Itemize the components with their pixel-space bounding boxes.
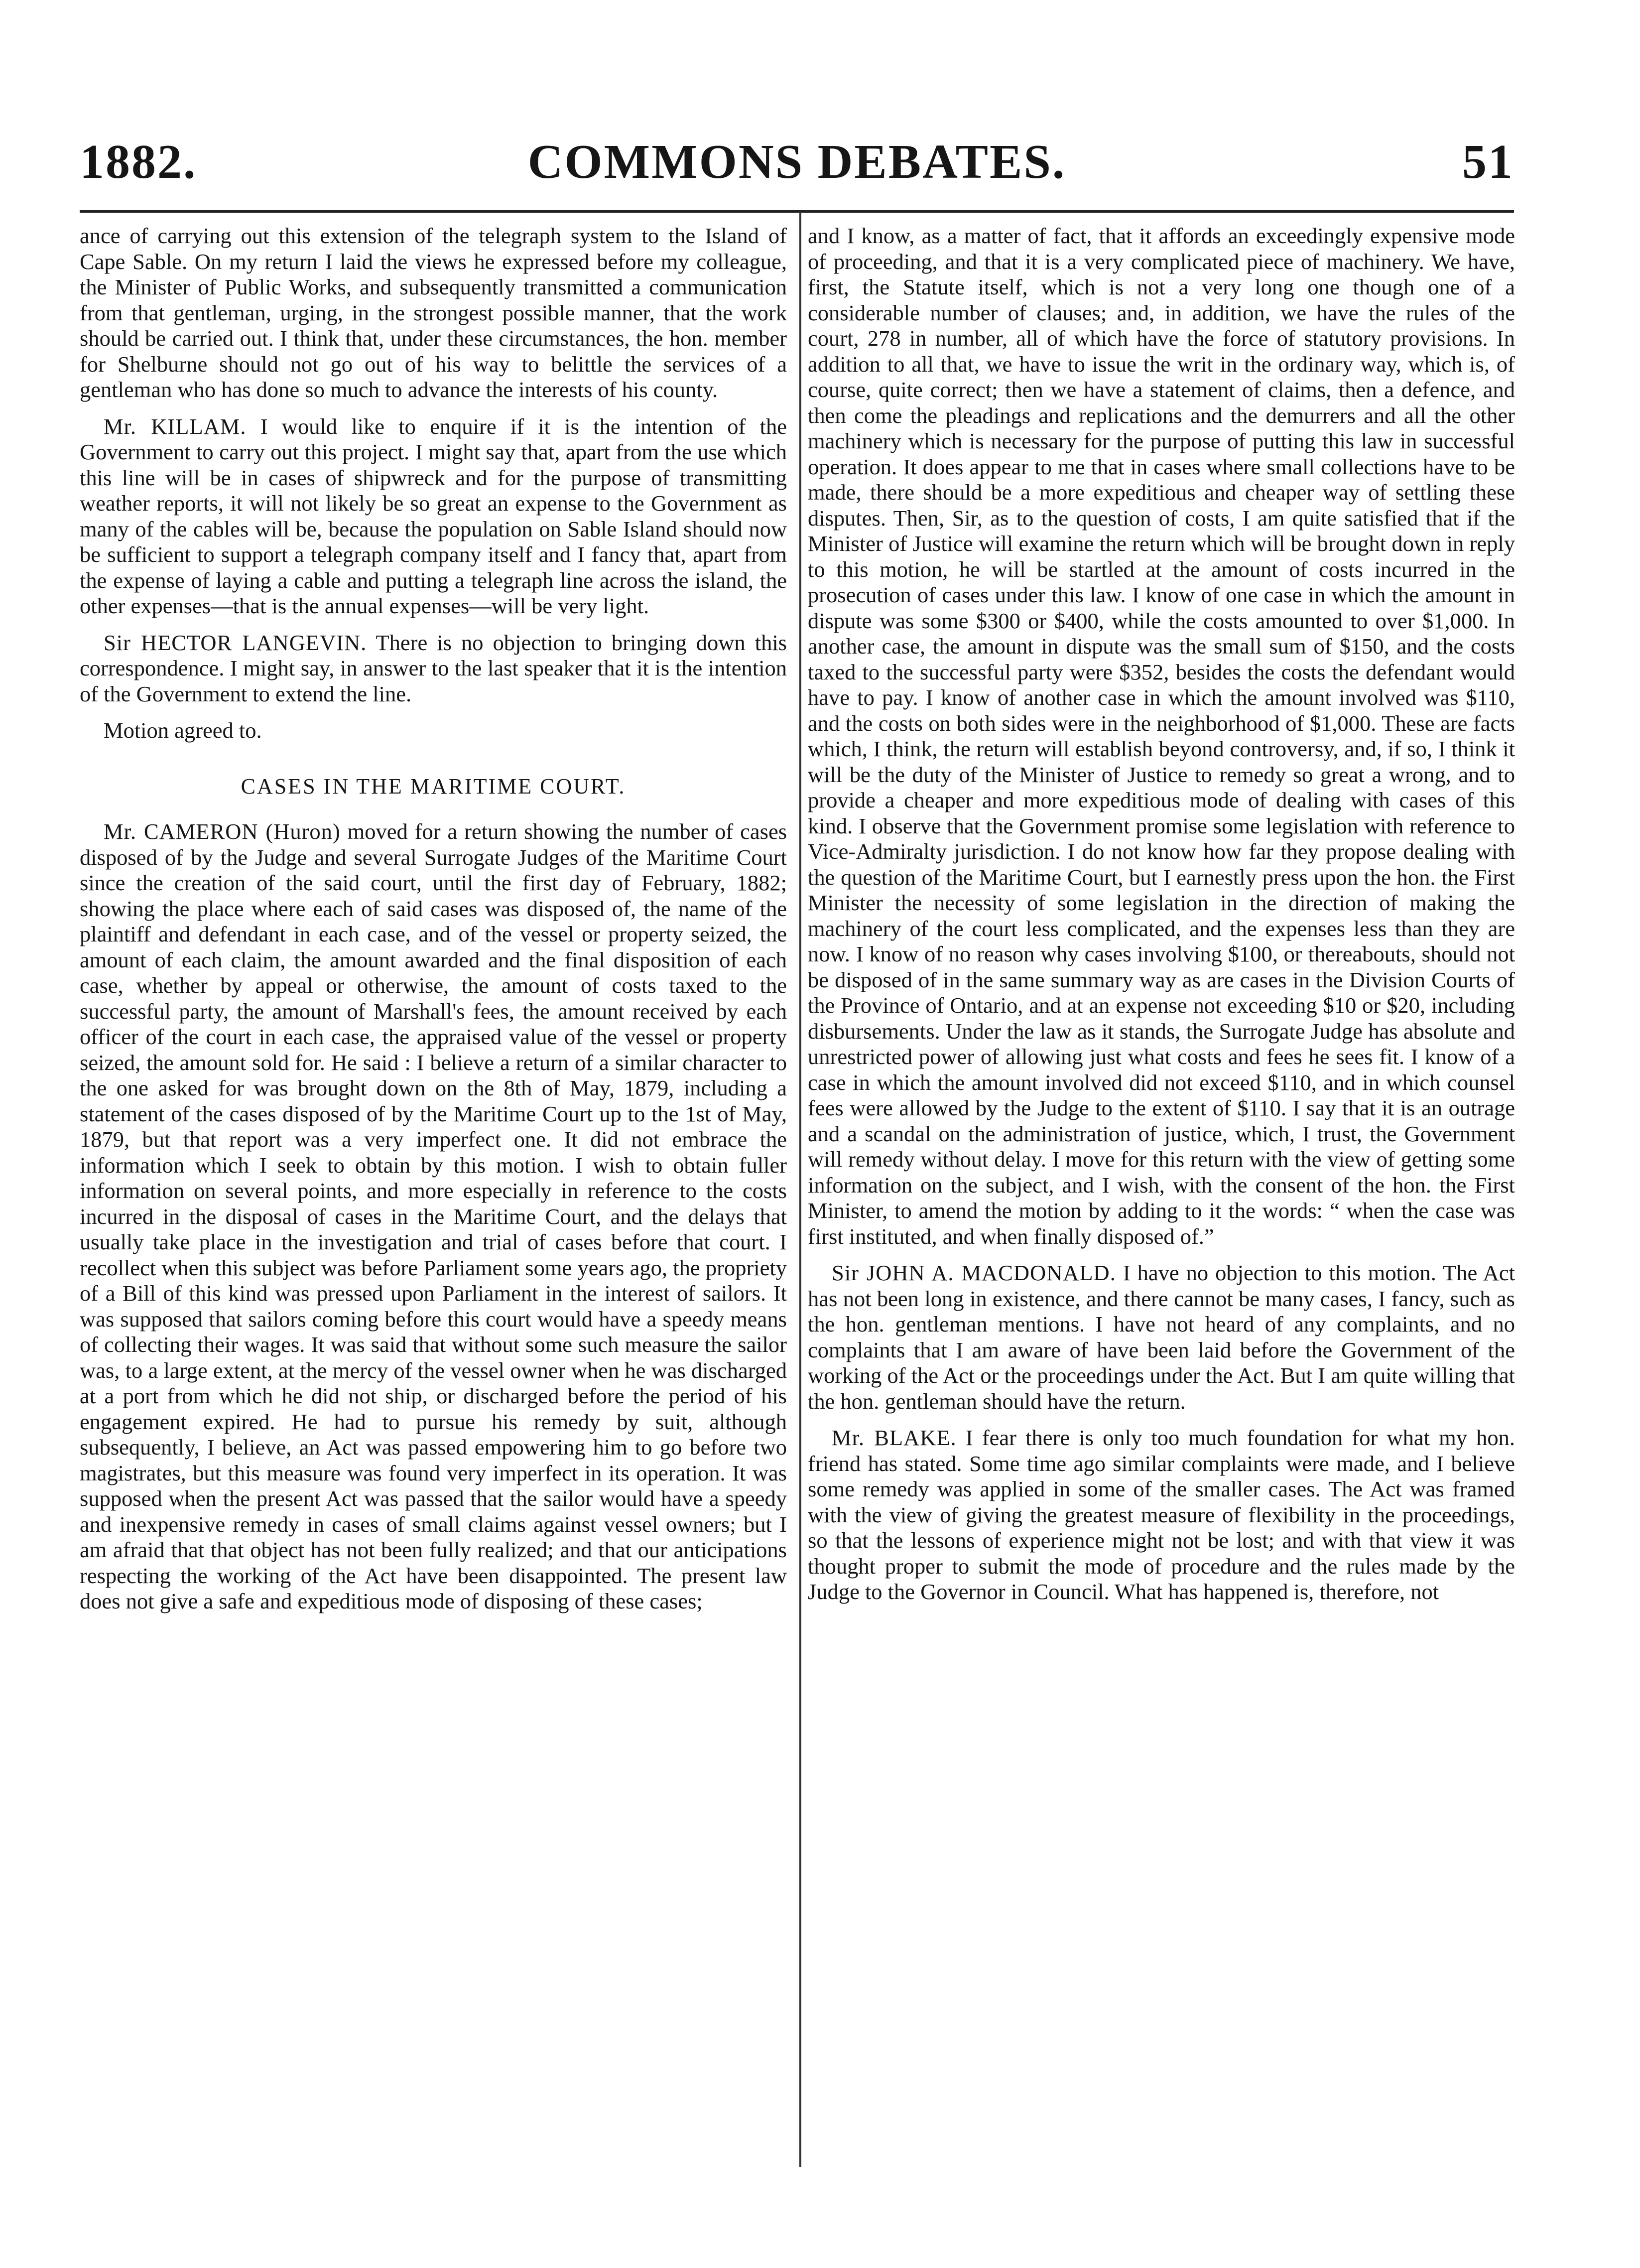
section-heading: CASES IN THE MARITIME COURT.	[241, 774, 626, 799]
speech-killam	[80, 414, 787, 619]
header-rule	[80, 210, 1514, 213]
speech-text: I fear there is only too much foundation for what my hon. friend has stated. Some time ago similar complaints were made, and I believe some remedy was applied in some of the smaller cases. The Act was framed with the view of giving the greatest measure of flexibility in the proceedings, so that the lessons of experience might not be lost; and with that view it was thought proper to submit the mode of procedure and the rules made by the Judge to the Governor in Council. What has happened is, therefore, not	[808, 1425, 1515, 1604]
speaker-name: Sir HECTOR LANGEVIN.	[104, 630, 367, 655]
speech-text: moved for a return showing the number of cases disposed of by the Judge and several Surrogate Judges of the Maritime Court since the creation of the said court, until the first day of February, 1882; showing the place where each of said cases was disposed of, the name of the plaintiff and defendant in each case, and of the vessel or property seized, the amount of each claim, the amount awarded and the final disposition of each case, whether by appeal or otherwise, the amount of costs taxed to the successful party, the amount of Marshall's fees, the amount received by each officer of the court in each case, the appraised value of the vessel or property seized, the amount sold for. He said : I believe a return of a similar character to the one asked for was brought down on the 8th of May, 1879, including a statement of the cases disposed of by the Maritime Court up to the 1st of May, 1879, but that report was a very imperfect one. It did not embrace the information which I seek to obtain by this motion. I wish to obtain fuller information on several points, and more especially in reference to the costs incurred in the disposal of cases in the Maritime Court, and the delays that usually take place in the investigation and trial of cases before that court. I recollect when this subject was before Parliament some years ago, the propriety of a Bill of this kind was pressed upon Parliament in the interest of sailors. It was supposed that sailors coming before this court would have a speedy means of collecting their wages. It was said that without some such measure the sailor was, to a large extent, at the mercy of the vessel owner when he was discharged at a port from which he did not ship, or discharged before the period of his engagement expired. He had to pursue his remedy by suit, although subsequently, I believe, an Act was passed empowering him to go before two magistrates, but this measure was found very imperfect in its operation. It was supposed when the present Act was passed that the sailor would have a speedy and inexpensive remedy in cases of small claims against vessel owners; but I am afraid that that object has not been fully realized; and that our anticipations respecting the working of the Act have been disappointed. The present law does not give a safe and expeditious mode of disposing of these cases;	[80, 819, 787, 1613]
paragraph-continuation: and I know, as a matter of fact, that it affords an exceedingly expensive mode of proceeding, and that it is a very complicated piece of machinery. We have, first, the Statute itself, which is not a very long one though one of a considerable number of clauses; and, in addition, we have the rules of the court, 278 in number, all of which have the force of statutory provisions. In addition to all that, we have to issue the writ in the ordinary way, which is, of course, quite correct; then we have a statement of claims, then a defence, and then come the pleadings and replications and the demurrers and all the other machinery which is necessary for the purpose of putting this law in successful operation. It does appear to me that in cases where small collections have to be made, there should be a more expeditious and cheaper way of settling these disputes. Then, Sir, as to the question of costs, I am quite satisfied that if the Minister of Justice will examine the return which will be brought down in reply to this motion, he will be startled at the amount of costs incurred in the prosecution of cases under this law. I know of one case in which the amount in dispute was some $300 or $400, while the costs amounted to over $1,000. In another case, the amount in dispute was the small sum of $150, and the costs taxed to the successful party were $352, besides the costs the defendant would have to pay. I know of another case in which the amount involved was $110, and the costs on both sides were in the neighborhood of $1,000. These are facts which, I think, the return will establish beyond controversy, and, if so, I think it will be the duty of the Minister of Justice to remedy so great a wrong, and to provide a cheaper and more expeditious mode of dealing with cases of this kind. I observe that the Government promise some legislation with reference to Vice-Admiralty jurisdiction. I do not know how far they propose dealing with the question of the Maritime Court, but I earnestly press upon the hon. the First Minister the necessity of some legislation in the direction of making the machinery of the court less complicated, and the expenses less than they are now. I know of no reason why cases involving $100, or thereabouts, should not be disposed of in the same summary way as are cases in the Division Courts of the Province of Ontario, and at an expense not exceeding $10 or $20, including disbursements. Under the law as it stands, the Surrogate Judge has absolute and unrestricted power of allowing just what costs and fees he sees fit. I know of a case in which the amount involved did not exceed $110, and in which counsel fees were allowed by the Judge to the extent of $110. I say that it is an outrage and a scandal on the administration of justice, which, I trust, the Government will remedy without delay. I move for this return with the view of getting some information on the subject, and I wish, with the consent of the hon. the First Minister, to amend the motion by adding to it the words: “ when the case was first instituted, and when finally disposed of.”	[808, 223, 1515, 1249]
running-head	[80, 132, 1514, 192]
left-column	[80, 223, 787, 2166]
right-column	[808, 223, 1515, 2166]
speech-langevin	[80, 630, 787, 707]
header-page-number: 51	[1462, 135, 1514, 189]
motion-result: Motion agreed to.	[104, 718, 262, 743]
speech-macdonald	[808, 1260, 1515, 1414]
speech-text: I would like to enquire if it is the intention of the Government to carry out this project. I might say that, apart from the use which this line will be in cases of shipwreck and for the purpose of transmitting weather reports, it will not likely be so great an expense to the Government as many of the cables will be, because the population on Sable Island should now be sufficient to support a telegraph company itself and I fancy that, apart from the expense of laying a cable and putting a telegraph line across the island, the other expenses—that is the annual expenses—will be very light.	[80, 413, 787, 618]
speaker-name: Mr. BLAKE.	[832, 1425, 957, 1450]
speech-text: There is no objection to bringing down this correspondence. I might say, in answer to the last speaker that it is the intention of the Government to extend the line.	[80, 630, 787, 706]
speaker-name: Sir JOHN A. MACDONALD.	[832, 1260, 1116, 1285]
speech-blake	[808, 1425, 1515, 1605]
paragraph-continuation: ance of carrying out this extension of the telegraph system to the Island of Cape Sable. On my return I laid the views he expressed before my colleague, the Minister of Public Works, and subsequently transmitted a communication from that gentleman, urging, in the strongest possible manner, that the work should be carried out. I think that, under these circumstances, the hon. member for Shelburne should not go out of his way to belittle the services of a gentleman who has done so much to advance the interests of his county.	[80, 223, 787, 402]
speaker-name: Mr. CAMERON (Huron)	[104, 819, 341, 844]
header-title: COMMONS DEBATES.	[527, 135, 1066, 189]
speech-cameron	[80, 819, 787, 1614]
speech-text: I have no objection to this motion. The Act has not been long in existence, and there cannot be many cases, I fancy, such as the hon. gentleman mentions. I have not heard of any complaints, and no complaints that I am aware of have been laid before the Government of the working of the Act or the proceedings under the Act. But I am quite willing that the hon. gentleman should have the return.	[808, 1260, 1515, 1414]
header-year: 1882.	[80, 135, 197, 189]
column-divider	[799, 213, 801, 2167]
speaker-name: Mr. KILLAM.	[104, 413, 247, 439]
